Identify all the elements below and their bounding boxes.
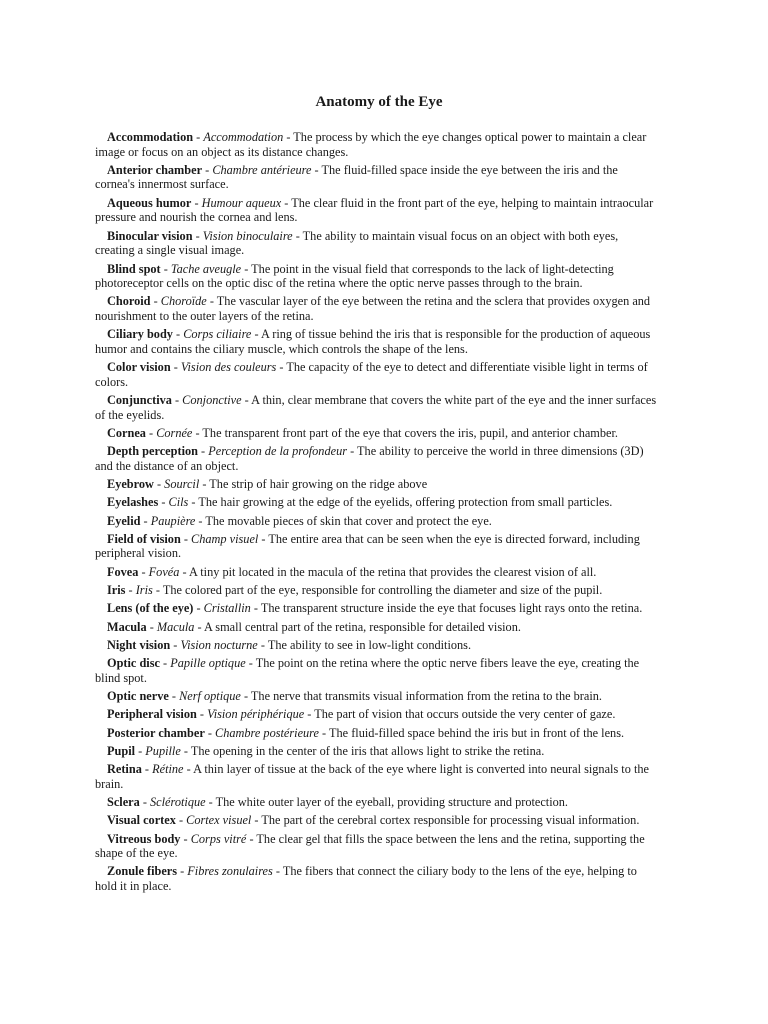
- glossary-entry: Night vision - Vision nocturne - The ability to see in low-light conditions.: [107, 637, 472, 652]
- entry-term: Pupil: [107, 743, 136, 758]
- entry-definition: A tiny pit located in the macula of the retina that provides the clearest vision of all.: [188, 564, 597, 579]
- entry-french-term: Cristallin: [203, 601, 251, 616]
- entry-french-term: Sourcil: [164, 477, 200, 492]
- entry-definition: The vascular layer of the eye between the retina and the sclera that provides oxygen and nourishment to the outer layers of the retina.: [95, 294, 651, 323]
- entry-french-term: Humour aqueux: [201, 195, 282, 210]
- glossary-entry: Vitreous body - Corps vitré - The clear gel that fills the space between the lens and the retina, supporting the shape of the eye.: [95, 831, 645, 861]
- entry-definition: The clear fluid in the front part of the eye, helping to maintain intraocular pressure and nourish the cornea and lens.: [95, 195, 654, 225]
- entry-definition: The process by which the eye changes optical power to maintain a clear image or focus on an object as its distance changes.: [95, 130, 647, 159]
- entry-definition: The fibers that connect the ciliary body to the lens of the eye, helping to hold it in place.: [95, 864, 637, 894]
- entry-definition: A thin layer of tissue at the back of the eye where light is converted into neural signals to the brain.: [95, 762, 649, 791]
- entry-french-term: Cils: [168, 495, 189, 510]
- entry-term: Accommodation: [107, 130, 194, 144]
- entry-definition: The colored part of the eye, responsible for controlling the diameter and size of the pupil.: [162, 583, 603, 598]
- glossary-entry: Optic nerve - Nerf optique - The nerve that transmits visual information from the retina to the brain.: [107, 689, 602, 704]
- glossary-entry: Retina - Rétine - A thin layer of tissue at the back of the eye where light is converted into neural signals to the brain.: [95, 762, 649, 791]
- entry-term: Depth perception: [107, 444, 198, 459]
- entry-definition: A thin, clear membrane that covers the white part of the eye and the inner surfaces of the eyelids.: [95, 393, 657, 422]
- entry-definition: The capacity of the eye to detect and differentiate visible light in terms of colors.: [95, 360, 648, 389]
- entry-definition: The point in the visual field that corresponds to the lack of light-detecting photoreceptor cells on the optic disc of the retina where the optic nerve passes through to the brain.: [95, 261, 614, 291]
- entry-french-term: Cornée: [156, 425, 193, 440]
- entry-definition: The entire area that can be seen when the eye is directed forward, including peripheral vision.: [95, 531, 640, 561]
- entry-french-term: Fovéa: [148, 564, 180, 579]
- glossary-entry: Macula - Macula - A small central part of the retina, responsible for detailed vision.: [107, 619, 521, 634]
- entry-term: Peripheral vision: [107, 707, 197, 722]
- entry-term: Anterior chamber: [107, 162, 203, 177]
- entry-definition: The ability to maintain visual focus on an object with both eyes, creating a single visual image.: [95, 228, 619, 258]
- entry-french-term: Vision binoculaire: [202, 228, 293, 243]
- entry-french-term: Champ visuel: [191, 531, 259, 546]
- glossary-entry: Cornea - Cornée - The transparent front part of the eye that covers the iris, pupil, and anterior chamber.: [107, 425, 618, 440]
- entry-definition: The clear gel that fills the space between the lens and the retina, supporting the shape of the eye.: [95, 831, 645, 861]
- entry-french-term: Vision périphérique: [207, 707, 305, 722]
- entry-definition: A small central part of the retina, responsible for detailed vision.: [204, 619, 521, 634]
- entry-french-term: Macula: [156, 619, 195, 634]
- entry-definition: The transparent structure inside the eye that focuses light rays onto the retina.: [260, 601, 643, 616]
- entry-term: Posterior chamber: [107, 725, 205, 740]
- page-title: Anatomy of the Eye: [315, 94, 443, 110]
- entry-term: Fovea: [107, 564, 139, 579]
- entry-term: Aqueous humor: [107, 195, 192, 210]
- entry-definition: The part of vision that occurs outside the very center of gaze.: [314, 707, 616, 722]
- entry-term: Night vision: [107, 637, 171, 652]
- entry-french-term: Accommodation: [203, 130, 284, 144]
- entry-french-term: Vision nocturne: [180, 637, 258, 652]
- entry-french-term: Chambre postérieure: [215, 725, 319, 740]
- entry-term: Macula: [107, 619, 147, 634]
- entry-definition: The white outer layer of the eyeball, providing structure and protection.: [215, 795, 568, 810]
- entry-term: Eyelashes: [107, 495, 159, 510]
- glossary-entry: Optic disc - Papille optique - The point on the retina where the optic nerve fibers leave the eye, creating the blind spot.: [95, 656, 640, 685]
- entry-french-term: Cortex visuel: [186, 813, 252, 828]
- glossary-entry: Lens (of the eye) - Cristallin - The transparent structure inside the eye that focuses light rays onto the retina.: [107, 601, 643, 616]
- entry-french-term: Paupière: [150, 513, 196, 528]
- entry-definition: The movable pieces of skin that cover and protect the eye.: [205, 513, 492, 528]
- entry-french-term: Pupille: [145, 743, 181, 758]
- glossary-entry: Conjunctiva - Conjonctive - A thin, clear membrane that covers the white part of the eye and the inner surfaces of the eyelids.: [95, 393, 657, 422]
- entry-term: Eyelid: [107, 513, 141, 528]
- entry-french-term: Chambre antérieure: [212, 162, 312, 177]
- entry-term: Field of vision: [107, 531, 181, 546]
- glossary-entry: Depth perception - Perception de la profondeur - The ability to perceive the world in three dimensions (3D) and the distance of an object.: [95, 444, 644, 473]
- entry-term: Choroid: [107, 294, 151, 309]
- entry-term: Color vision: [107, 360, 171, 375]
- entry-term: Cornea: [107, 425, 146, 440]
- entry-definition: The part of the cerebral cortex responsible for processing visual information.: [261, 813, 640, 828]
- glossary-entry: Anterior chamber - Chambre antérieure - The fluid-filled space inside the eye between the iris and the cornea's innermost surface.: [95, 162, 618, 192]
- entry-definition: The ability to perceive the world in three dimensions (3D) and the distance of an object.: [95, 444, 644, 473]
- glossary-entry: Posterior chamber - Chambre postérieure - The fluid-filled space behind the iris but in front of the lens.: [107, 725, 625, 740]
- entry-term: Blind spot: [107, 261, 161, 276]
- entry-term: Optic nerve: [107, 689, 169, 704]
- entry-term: Ciliary body: [107, 327, 173, 342]
- entry-french-term: Nerf optique: [179, 689, 241, 704]
- glossary-entry: Eyelid - Paupière - The movable pieces of skin that cover and protect the eye.: [107, 513, 492, 528]
- glossary-entry: Pupil - Pupille - The opening in the center of the iris that allows light to strike the retina.: [107, 743, 545, 758]
- glossary-entry: Visual cortex - Cortex visuel - The part of the cerebral cortex responsible for processing visual information.: [107, 813, 640, 828]
- glossary-entry: Color vision - Vision des couleurs - The capacity of the eye to detect and differentiate visible light in terms of colors.: [95, 360, 648, 389]
- glossary-entry: Zonule fibers - Fibres zonulaires - The fibers that connect the ciliary body to the lens of the eye, helping to hold it in place.: [95, 864, 637, 894]
- entry-term: Iris: [107, 583, 126, 598]
- entry-term: Visual cortex: [107, 813, 176, 828]
- entry-french-term: Papille optique: [170, 656, 246, 671]
- entry-term: Conjunctiva: [107, 393, 172, 407]
- glossary-entry: Field of vision - Champ visuel - The entire area that can be seen when the eye is directed forward, including peripheral vision.: [95, 531, 640, 561]
- glossary-entry: Choroid - Choroïde - The vascular layer of the eye between the retina and the sclera that provides oxygen and nourishment to the outer layers of the retina.: [95, 294, 651, 323]
- entry-french-term: Corps vitré: [190, 831, 247, 846]
- entry-french-term: Corps ciliaire: [183, 327, 252, 342]
- glossary-entry: Iris - Iris - The colored part of the eye, responsible for controlling the diameter and size of the pupil.: [107, 583, 603, 598]
- entry-term: Optic disc: [107, 656, 160, 671]
- glossary-entry: Ciliary body - Corps ciliaire - A ring of tissue behind the iris that is responsible for the production of aqueous humor and contains the ciliary muscle, which controls the shape of the lens.: [95, 327, 651, 356]
- entry-definition: The opening in the center of the iris that allows light to strike the retina.: [190, 743, 545, 758]
- entry-definition: The ability to see in low-light conditions.: [267, 637, 472, 652]
- glossary-entry: Fovea - Fovéa - A tiny pit located in the macula of the retina that provides the clearest vision of all.: [107, 564, 597, 579]
- entry-definition: The fluid-filled space inside the eye between the iris and the cornea's innermost surface.: [95, 162, 618, 192]
- entry-term: Eyebrow: [107, 477, 154, 492]
- entry-french-term: Rétine: [152, 762, 184, 777]
- entry-french-term: Iris: [135, 583, 153, 598]
- entry-french-term: Choroïde: [160, 294, 207, 309]
- entry-term: Sclera: [107, 795, 140, 810]
- glossary-entry: Eyebrow - Sourcil - The strip of hair growing on the ridge above: [107, 477, 428, 492]
- entry-french-term: Conjonctive: [182, 393, 242, 407]
- glossary-entry: Eyelashes - Cils - The hair growing at the edge of the eyelids, offering protection from small particles.: [107, 495, 613, 510]
- glossary-entry: Blind spot - Tache aveugle - The point in the visual field that corresponds to the lack of light-detecting photoreceptor cells on the optic disc of the retina where the optic nerve passes through to the brain.: [95, 261, 614, 291]
- entry-french-term: Fibres zonulaires: [187, 864, 273, 879]
- entry-term: Binocular vision: [107, 228, 193, 243]
- glossary-entry: Sclera - Sclérotique - The white outer layer of the eyeball, providing structure and protection.: [107, 795, 568, 810]
- entry-term: Retina: [107, 762, 142, 777]
- glossary-entry: Aqueous humor - Humour aqueux - The clear fluid in the front part of the eye, helping to maintain intraocular pressure and nourish the cornea and lens.: [95, 195, 654, 225]
- glossary-entry: Accommodation - Accommodation - The process by which the eye changes optical power to maintain a clear image or focus on an object as its distance changes.: [95, 130, 647, 159]
- entry-french-term: Sclérotique: [150, 795, 206, 810]
- entry-term: Zonule fibers: [107, 864, 178, 879]
- entry-term: Lens (of the eye): [107, 601, 194, 616]
- glossary-entry: Peripheral vision - Vision périphérique - The part of vision that occurs outside the very center of gaze.: [107, 707, 616, 722]
- glossary-entry: Binocular vision - Vision binoculaire - The ability to maintain visual focus on an object with both eyes, creating a single visual image.: [95, 228, 619, 258]
- entry-definition: The fluid-filled space behind the iris but in front of the lens.: [329, 725, 625, 740]
- entry-definition: The hair growing at the edge of the eyelids, offering protection from small particles.: [198, 495, 613, 510]
- entry-definition: The strip of hair growing on the ridge above: [209, 477, 428, 492]
- entry-definition: A ring of tissue behind the iris that is responsible for the production of aqueous humor and contains the ciliary muscle, which controls the shape of the lens.: [95, 327, 651, 356]
- entry-term: Vitreous body: [107, 831, 181, 846]
- entry-definition: The nerve that transmits visual information from the retina to the brain.: [250, 689, 602, 704]
- entry-french-term: Tache aveugle: [170, 261, 242, 276]
- glossary-list: [95, 130, 658, 894]
- entry-definition: The transparent front part of the eye that covers the iris, pupil, and anterior chamber.: [202, 425, 618, 440]
- entry-definition: The point on the retina where the optic nerve fibers leave the eye, creating the blind spot.: [95, 656, 640, 685]
- entry-french-term: Vision des couleurs: [180, 360, 277, 375]
- entry-french-term: Perception de la profondeur: [208, 444, 348, 459]
